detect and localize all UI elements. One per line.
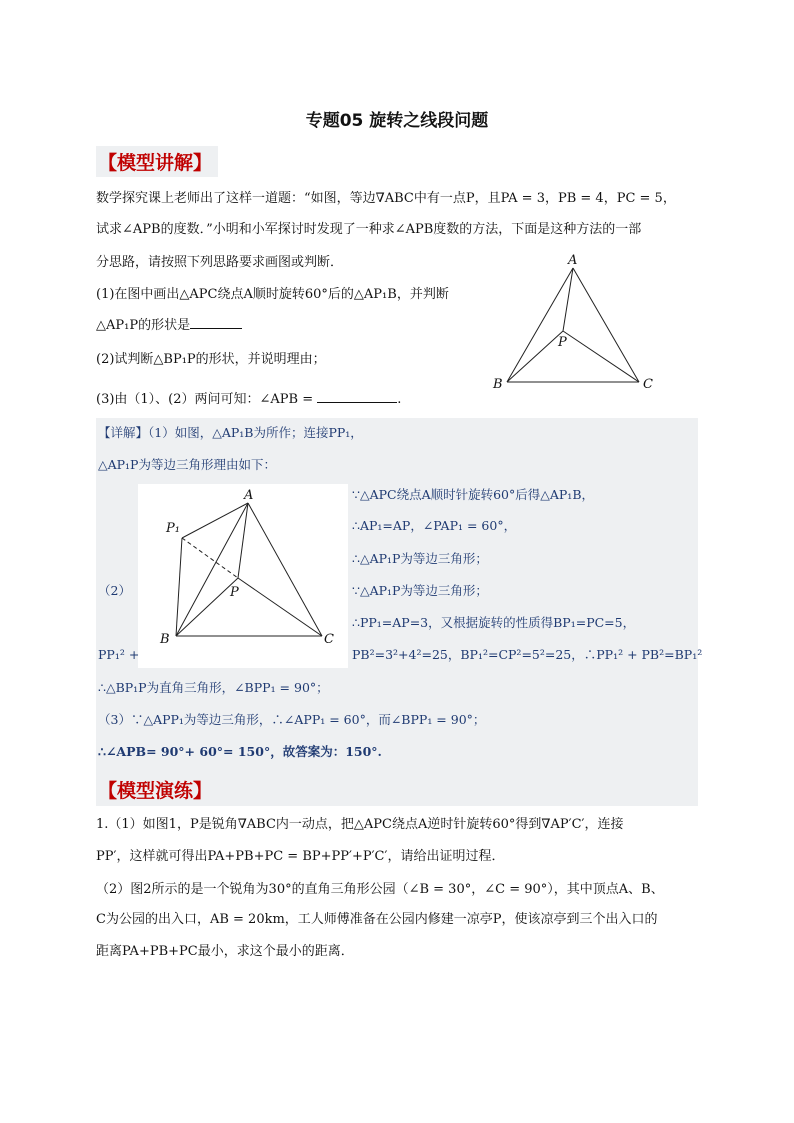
- solution-right-line-4: ∵△AP₁P为等边三角形；: [352, 583, 488, 598]
- answer-blank-2[interactable]: [317, 402, 397, 403]
- edge-ab: [507, 268, 573, 382]
- exercise-line-5: 距离PA+PB+PC最小，求这个最小的距离．: [96, 944, 354, 959]
- page-title: 专题05 旋转之线段问题: [305, 111, 489, 131]
- vertex-label-c: C: [643, 377, 653, 392]
- edge-ac: [573, 268, 639, 382]
- point-label-p: P: [230, 585, 239, 600]
- segment-pb: [507, 331, 563, 382]
- section-heading-model-practice: 【模型演练】: [96, 774, 218, 805]
- vertex-label-c: C: [324, 632, 334, 647]
- question-1-line-2: [96, 318, 242, 334]
- vertex-label-b: B: [160, 632, 170, 647]
- solution-right-line-5: ∴PP₁=AP=3，又根据旋转的性质得BP₁=PC=5，: [352, 615, 636, 630]
- question-2: (2)试判断△BP₁P的形状，并说明理由；: [96, 352, 326, 367]
- solution-right-line-2: ∴AP₁=AP，∠PAP₁ = 60°，: [352, 518, 517, 533]
- question-3-end: .: [397, 392, 402, 407]
- intro-line-2: 试求∠APB的度数．”小明和小军探讨时发现了一种求∠APB度数的方法，下面是这种方法的一部: [96, 222, 642, 237]
- exercise-line-2: PP′，这样就可得出PA+PB+PC = BP+PP′+P′C′，请给出证明过程．: [96, 849, 505, 864]
- question-1-text: △AP₁P的形状是: [96, 318, 191, 333]
- segment-pp1-dashed: [182, 538, 238, 578]
- vertex-label-a: A: [568, 253, 578, 268]
- intro-line-3: 分思路，请按照下列思路要求画图或判断．: [96, 255, 344, 270]
- exercise-line-1: 1.（1）如图1，P是锐角∇ABC内一动点，把△APC绕点A逆时针旋转60°得到∇AP′C′，连接: [96, 817, 624, 832]
- answer-blank-1[interactable]: [190, 328, 242, 329]
- section-heading-model-explanation: 【模型讲解】: [96, 146, 218, 177]
- solution-right-line-1: ∵△APC绕点A顺时针旋转60°后得△AP₁B，: [352, 487, 594, 502]
- solution-line-9: ∴∠APB= 90°+ 60°= 150°，故答案为：150°.: [98, 744, 382, 759]
- solution-shade-left: [96, 484, 138, 668]
- solution-shade-right: [348, 484, 698, 668]
- question-3: [96, 392, 401, 408]
- solution-line-7: ∴△BP₁P为直角三角形，∠BPP₁ = 90°；: [98, 680, 329, 695]
- question-1-line-1: (1)在图中画出△APC绕点A顺时旋转60°后的△AP₁B，并判断: [96, 287, 449, 302]
- vertex-label-b: B: [493, 377, 503, 392]
- exercise-line-3: （2）图2所示的是一个锐角为30°的直角三角形公园（∠B = 30°，∠C = 90°），其中顶点A、B、: [96, 882, 664, 897]
- figure-equilateral-triangle: [480, 248, 680, 398]
- exercise-line-4: C为公园的出入口，AB = 20km，工人师傅准备在公园内修建一凉亭P，使该凉亭到三个出入口的: [96, 912, 658, 927]
- solution-line-6-end: PB²=3²+4²=25，BP₁²=CP²=5²=25，∴PP₁² + PB²=BP₁²: [352, 647, 703, 662]
- segment-pc: [238, 578, 322, 636]
- point-label-p: P: [558, 335, 567, 350]
- figure-rotation-solution: [140, 486, 346, 650]
- solution-line-1: 【详解】（1）如图，△AP₁B为所作；连接PP₁，: [98, 425, 363, 440]
- solution-right-line-3: ∴△AP₁P为等边三角形；: [352, 551, 488, 566]
- solution-line-2: △AP₁P为等边三角形理由如下：: [98, 457, 276, 472]
- intro-line-1: 数学探究课上老师出了这样一道题：“如图，等边∇ABC中有一点P，且PA = 3，PB = 4，PC = 5，: [96, 191, 676, 206]
- question-3-text: (3)由（1）、(2）两问可知：∠APB =: [96, 392, 314, 407]
- point-label-p1: P₁: [166, 521, 180, 536]
- segment-pc: [563, 331, 639, 382]
- segment-bp1: [176, 538, 182, 636]
- solution-line-6-start: PP₁² +: [98, 647, 140, 662]
- edge-ab: [176, 503, 248, 636]
- vertex-label-a: A: [244, 488, 254, 503]
- edge-ac: [248, 503, 322, 636]
- segment-pa: [238, 503, 248, 578]
- solution-figure-label: （2）: [98, 583, 131, 598]
- solution-line-8: （3）∵△APP₁为等边三角形，∴∠APP₁ = 60°，而∠BPP₁ = 90°；: [98, 712, 486, 727]
- segment-pb: [176, 578, 238, 636]
